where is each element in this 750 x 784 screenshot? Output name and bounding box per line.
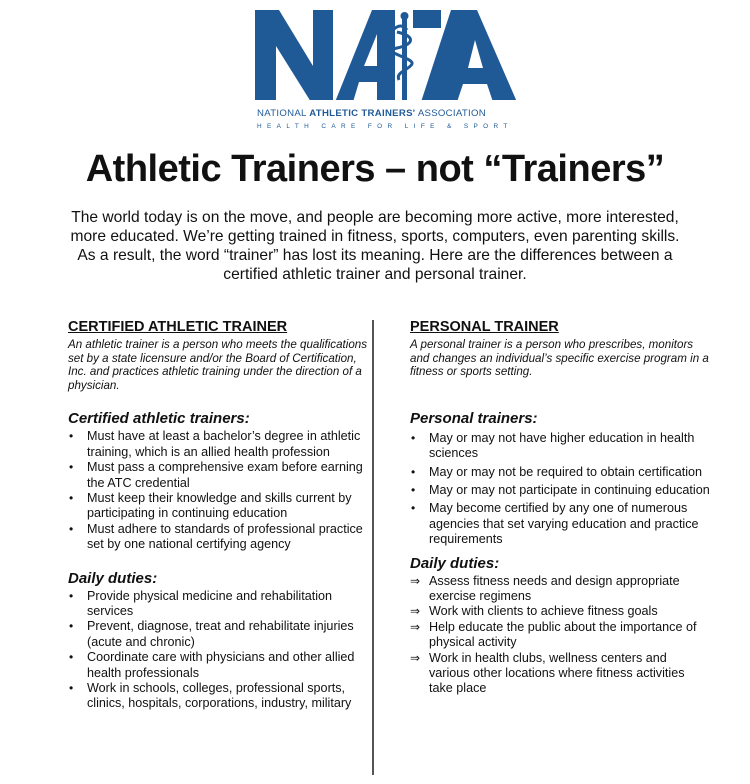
personal-trainer-requirements-list <box>410 431 710 548</box>
athletic-trainer-column <box>68 318 368 712</box>
athletic-trainer-duties-list <box>68 589 368 712</box>
logo-organization-name <box>257 108 517 119</box>
arrow-icon: ⇒ <box>410 604 421 619</box>
logo-tagline: HEALTH CARE FOR LIFE & SPORT <box>257 123 513 130</box>
page-title: Athletic Trainers – not “Trainers” <box>85 148 665 190</box>
list-item: • May or may not be required to obtain certification <box>410 465 710 480</box>
intro-paragraph: The world today is on the move, and people are becoming more active, more interested, more educated. We’re getting trained in fitness, sports, computers, even parenting skills. As a result, the word “trainer” has lost its meaning. Here are the differences between a certified athletic trainer and personal trainer. <box>70 209 680 283</box>
list-item: • Provide physical medicine and rehabilitation services <box>68 589 368 620</box>
list-item-text: Work with clients to achieve fitness goals <box>429 604 658 619</box>
nata-logo <box>255 10 517 128</box>
list-item <box>410 574 710 605</box>
list-item-text: Assess fitness needs and design appropriate exercise regimens <box>429 573 680 604</box>
column-divider <box>372 320 374 775</box>
list-item: • Work in schools, colleges, professional sports, clinics, hospitals, corporations, industry, military <box>68 681 368 712</box>
personal-trainer-requirements-title: Personal trainers: <box>410 409 538 427</box>
list-item: • Coordinate care with physicians and other allied health professionals <box>68 650 368 681</box>
list-item <box>410 620 710 651</box>
logo-name-suffix: ASSOCIATION <box>415 108 486 119</box>
personal-trainer-duties-list <box>410 574 710 697</box>
arrow-icon: ⇒ <box>410 619 421 634</box>
list-item: • May become certified by any one of numerous agencies that set varying education and practice requirements <box>410 501 710 547</box>
logo-letter-t <box>413 10 441 28</box>
personal-trainer-definition: A personal trainer is a person who prescribes, monitors and changes an individual’s specific exercise program in a fitness or sports setting. <box>410 338 709 379</box>
list-item: • Must adhere to standards of professional practice set by one national certifying agency <box>68 522 368 553</box>
personal-trainer-duties-title: Daily duties: <box>410 554 500 572</box>
athletic-trainer-heading: CERTIFIED ATHLETIC TRAINER <box>68 319 288 335</box>
athletic-trainer-requirements-list <box>68 429 368 552</box>
logo-letter-a <box>335 10 395 102</box>
nata-logo-letters <box>255 10 517 102</box>
personal-trainer-column <box>410 318 710 697</box>
logo-letter-n <box>255 10 333 102</box>
list-item: • Must have at least a bachelor’s degree in athletic training, which is an allied health profession <box>68 429 368 460</box>
arrow-icon: ⇒ <box>410 573 421 588</box>
arrow-icon: ⇒ <box>410 650 421 665</box>
personal-trainer-heading: PERSONAL TRAINER <box>410 319 559 335</box>
list-item: • May or may not participate in continuing education <box>410 483 710 498</box>
list-item: • Must pass a comprehensive exam before earning the ATC credential <box>68 460 368 491</box>
athletic-trainer-requirements-title: Certified athletic trainers: <box>68 410 250 428</box>
list-item: • Prevent, diagnose, treat and rehabilitate injuries (acute and chronic) <box>68 619 368 650</box>
list-item-text: Work in health clubs, wellness centers and various other locations where fitness activities take place <box>429 650 685 696</box>
logo-name-bold: ATHLETIC TRAINERS' <box>309 108 416 119</box>
list-item: • May or may not have higher education in health sciences <box>410 431 710 462</box>
list-item <box>410 651 710 697</box>
list-item-text: Help educate the public about the importance of physical activity <box>429 619 697 650</box>
athletic-trainer-definition: An athletic trainer is a person who meets the qualifications set by a state licensure and/or the Board of Certification, Inc. and practices athletic training under the direction of a physician. <box>68 338 368 392</box>
list-item <box>410 604 710 619</box>
list-item: • Must keep their knowledge and skills current by participating in continuing education <box>68 491 368 522</box>
logo-name-prefix: NATIONAL <box>257 108 310 119</box>
athletic-trainer-duties-title: Daily duties: <box>68 569 158 587</box>
